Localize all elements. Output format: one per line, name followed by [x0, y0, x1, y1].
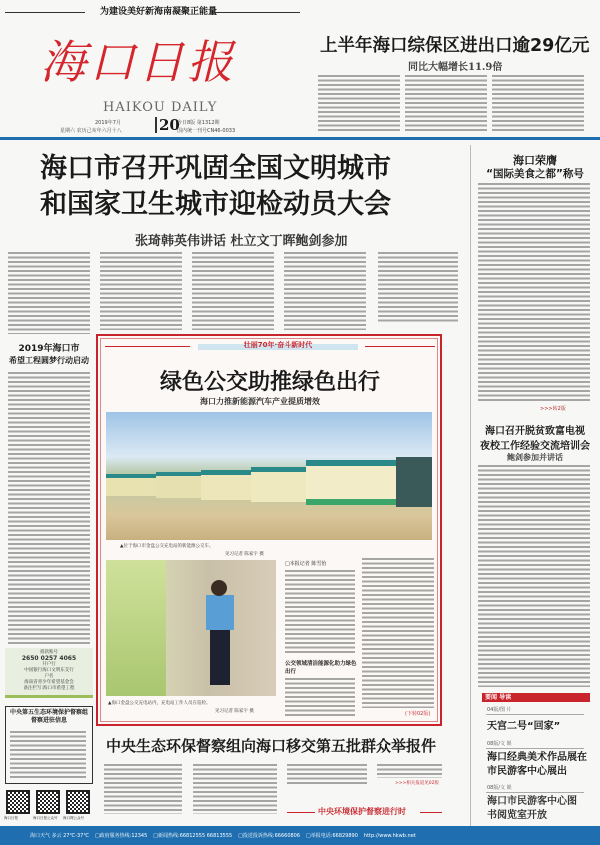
- divider: [486, 714, 584, 715]
- guide-page: 08版/文 娱: [487, 785, 512, 791]
- website-link[interactable]: http://www.hkwb.net: [363, 832, 416, 839]
- lead-headline-line2[interactable]: 和国家卫生城市迎检动员大会: [40, 189, 391, 220]
- column-divider: [470, 145, 471, 835]
- bus: [306, 460, 396, 505]
- feature-tag: 壮丽70年·奋斗新时代: [198, 340, 358, 350]
- info-box: [5, 706, 93, 784]
- lead-headline-line1[interactable]: 海口市召开巩固全国文明城市: [40, 153, 391, 184]
- divider: [365, 346, 435, 347]
- left-story-headline-1[interactable]: 2019年海口市: [18, 344, 80, 354]
- jump-link[interactable]: >>>相关报道见02版: [395, 781, 440, 786]
- divider: [215, 12, 300, 13]
- worker-head: [211, 580, 227, 596]
- divider: [5, 12, 85, 13]
- right-story2-headline-2[interactable]: 夜校工作经验交流培训会: [480, 441, 590, 452]
- bus: [106, 474, 156, 496]
- photo-caption: ▲海口金盘公交充电站内，充电站工作人员在巡检。: [108, 701, 211, 706]
- right-story1-headline-2[interactable]: “国际美食之都”称号: [486, 168, 584, 180]
- campaign-banner: 中央环境保护督察进行时: [318, 807, 406, 816]
- worker-legs: [210, 630, 230, 685]
- guide-page: 04版/图 片: [487, 707, 512, 713]
- qr-code[interactable]: [6, 790, 30, 814]
- guide-item[interactable]: 海口经典美术作品展在市民游客中心展出: [487, 752, 587, 777]
- divider: [486, 792, 584, 793]
- slogan: 为建设美好新海南凝聚正能量: [100, 7, 218, 17]
- account-name: 海南省青少年希望基金会: [24, 680, 74, 685]
- body-text: [378, 252, 458, 322]
- name-label: 户名: [44, 674, 54, 679]
- masthead-logo: 海口日报: [40, 35, 236, 89]
- header-rule: [0, 137, 600, 140]
- english-name: HAIKOU DAILY: [103, 100, 218, 115]
- qr-code[interactable]: [36, 790, 60, 814]
- body-text: [318, 75, 400, 131]
- body-text: [285, 570, 355, 655]
- bottom-headline[interactable]: 中央生态环保督察组向海口移交第五批群众举报件: [106, 737, 437, 755]
- worker: [206, 595, 234, 630]
- hotline: □新闻热线:66812555 66813555: [153, 833, 233, 839]
- body-text: [285, 678, 355, 716]
- hotline: □举报电话:66829890: [306, 833, 358, 839]
- jump-link[interactable]: (下转02版): [405, 711, 431, 717]
- body-text: [478, 465, 590, 687]
- weather: 海口天气 多云 27℃-37℃: [30, 833, 89, 839]
- bank-label: 开户行: [42, 662, 56, 667]
- body-text: [362, 558, 434, 708]
- top-story-subhead: 同比大幅增长11.9倍: [408, 62, 503, 73]
- qr-label: 海口日报公众号: [33, 816, 58, 820]
- body-text: [492, 75, 584, 131]
- body-text: [287, 764, 367, 786]
- body-text: [104, 764, 182, 814]
- account-number: 2650 0257 4065: [21, 655, 77, 662]
- right-story2-subhead: 鲍剑参加并讲话: [507, 452, 563, 462]
- feature-headline[interactable]: 绿色公交助推绿色出行: [160, 370, 381, 395]
- right-story1-headline-1[interactable]: 海口荣膺: [513, 154, 557, 167]
- divider: [287, 812, 315, 813]
- photo-credit: 见习记者 陈家宇 摄: [225, 552, 264, 557]
- body-text: [100, 252, 182, 330]
- right-story2-headline-1[interactable]: 海口召开脱贫致富电视: [485, 426, 585, 437]
- date: 2019年7月: [95, 120, 121, 126]
- wall: [106, 560, 166, 696]
- hotline: □政府服务热线:12345: [94, 833, 148, 839]
- body-text: [192, 252, 274, 330]
- cn-number: 国内统一刊号CN46-0033: [177, 128, 236, 134]
- bus: [201, 470, 251, 500]
- divider: [105, 346, 190, 347]
- lead-subhead: 张琦韩英伟讲话 杜立文丁晖鲍剑参加: [135, 234, 348, 249]
- body-text: [478, 183, 590, 403]
- feature-subhead: 海口力推新能源汽车产业提质增效: [200, 396, 320, 406]
- divider: [486, 748, 584, 749]
- body-text: [284, 252, 366, 330]
- guide-page: 08版/文 娱: [487, 741, 512, 747]
- photo-caption: ▲位于海口市金盘公交充电站的新能源公交车。: [120, 544, 214, 549]
- guide-item[interactable]: 天宫二号“回家”: [487, 721, 561, 732]
- body-text: [8, 252, 90, 334]
- charging-station-photo: [106, 560, 276, 696]
- jump-link[interactable]: >>>转2版: [540, 406, 566, 412]
- top-story-headline[interactable]: 上半年海口综保区进出口逾29亿元: [320, 36, 590, 56]
- qr-code[interactable]: [66, 790, 90, 814]
- donation-note: 备注栏写:海口市希望工程: [23, 686, 75, 691]
- section-heading: 公交领域清洁能源化助力绿色出行: [285, 661, 357, 675]
- photo-credit: 见习记者 陈家宇 摄: [215, 709, 254, 714]
- body-text: [405, 75, 487, 131]
- bus: [251, 467, 306, 502]
- bus: [396, 457, 432, 507]
- body-text: [193, 764, 277, 814]
- left-story-headline-2[interactable]: 希望工程圆梦行动启动: [9, 356, 89, 365]
- body-text: [377, 764, 442, 778]
- qr-label: 海口日报: [4, 816, 18, 820]
- qr-label: 海口网公众号: [63, 816, 84, 820]
- guide-item[interactable]: 海口市民游客中心图书阅览室开放: [487, 796, 577, 821]
- hotline: □投送投诉热线:66660806: [238, 833, 301, 839]
- byline: □本报记者 陈雪怡: [285, 561, 327, 567]
- footer-bar: [0, 826, 600, 845]
- account-label: 捐款账号: [40, 650, 58, 655]
- bus: [156, 472, 201, 498]
- body-text: [8, 372, 90, 644]
- guide-banner: 要闻 导读: [482, 693, 590, 702]
- day-number: 20: [155, 117, 180, 133]
- donation-box: [5, 648, 93, 698]
- info-box-title: 中央第五生态环境保护督察组督察进驻信息: [9, 709, 88, 724]
- weekday: 星期六 农历己亥年六月十八: [60, 128, 122, 134]
- issue-info: 今日8版 第1312期: [177, 120, 220, 126]
- body-text: [10, 731, 86, 779]
- bus-photo: [106, 412, 432, 540]
- divider: [420, 812, 442, 813]
- bank-name: 中国银行海口文明东支行: [24, 668, 74, 673]
